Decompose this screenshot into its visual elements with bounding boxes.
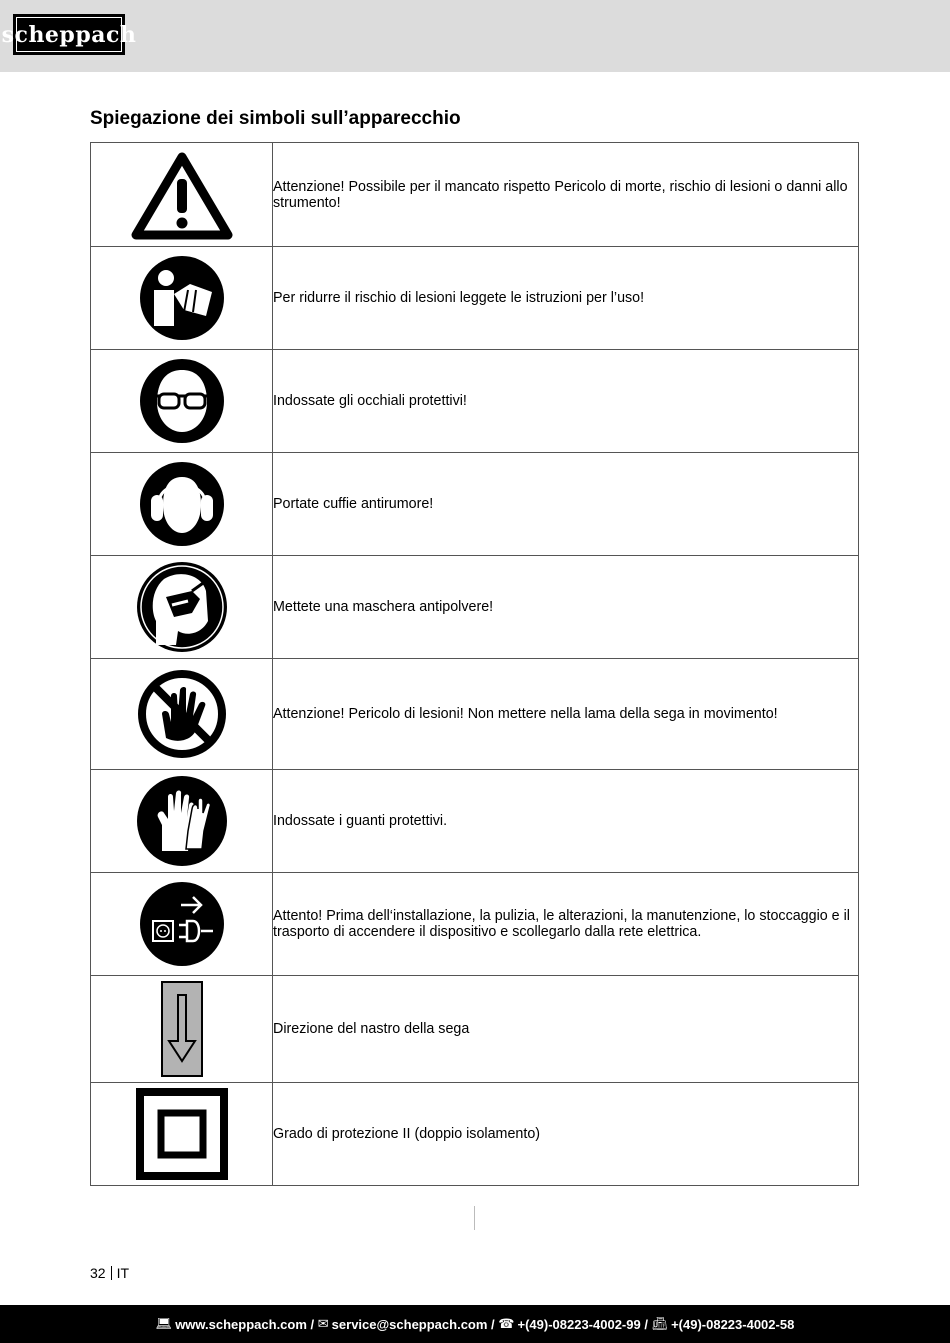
blade-direction-arrow-icon: [161, 981, 203, 1077]
header-band: [0, 0, 950, 72]
fax-icon: 📠︎: [651, 1316, 669, 1331]
table-row: [91, 143, 859, 247]
row-text: Indossate gli occhiali protettivi!: [273, 350, 859, 453]
table-row: [91, 1083, 859, 1186]
computer-icon: 💻︎: [155, 1316, 173, 1331]
double-insulation-icon: [136, 1088, 228, 1180]
table-row: [91, 247, 859, 350]
row-text: Portate cuffie antirumore!: [273, 453, 859, 556]
table-row: [91, 350, 859, 453]
website-link[interactable]: www.scheppach.com: [175, 1316, 307, 1332]
no-hand-icon: [136, 668, 228, 760]
fax-number: +(49)-08223-4002-58: [671, 1316, 795, 1332]
language-code: IT: [116, 1265, 130, 1281]
footer-divider: /: [640, 1316, 652, 1332]
table-row: [91, 659, 859, 770]
table-row: [91, 976, 859, 1083]
row-text: Indossate i guanti protettivi.: [273, 770, 859, 873]
phone-icon: ☎︎: [498, 1316, 515, 1331]
ear-protection-icon: [139, 461, 225, 547]
disconnect-plug-icon: [139, 881, 225, 967]
table-row: [91, 453, 859, 556]
symbols-table: [90, 142, 859, 1186]
row-text: Attenzione! Possibile per il mancato rispetto Pericolo di morte, rischio di lesioni o danni allo strumento!: [273, 143, 859, 247]
dust-mask-icon: [136, 561, 228, 653]
table-row: [91, 873, 859, 976]
protective-gloves-icon: [136, 775, 228, 867]
page-title: Spiegazione dei simboli sull’apparecchio: [90, 108, 461, 129]
row-text: Mettete una maschera antipolvere!: [273, 556, 859, 659]
row-text: Direzione del nastro della sega: [273, 976, 859, 1083]
divider: [111, 1266, 112, 1280]
row-text: Attento! Prima dell‘installazione, la pulizia, le alterazioni, la manutenzione, lo stoccaggio e il trasporto di accendere il dispositivo e scollegarlo dalla rete elettrica.: [273, 873, 859, 976]
row-text: Per ridurre il rischio di lesioni leggete le istruzioni per l’uso!: [273, 247, 859, 350]
table-row: [91, 556, 859, 659]
scheppach-logo: scheppach: [13, 14, 125, 55]
footer-divider: /: [487, 1316, 499, 1332]
table-row: [91, 770, 859, 873]
footer-divider: /: [306, 1316, 318, 1332]
row-text: Grado di protezione II (doppio isolamento): [273, 1083, 859, 1186]
email-link[interactable]: service@scheppach.com: [331, 1316, 488, 1332]
read-manual-icon: [138, 254, 226, 342]
row-text: Attenzione! Pericolo di lesioni! Non mettere nella lama della sega in movimento!: [273, 659, 859, 770]
contact-footer: [0, 1305, 950, 1343]
page-number: [90, 1265, 129, 1281]
page-separator: [474, 1206, 475, 1230]
mail-icon: ✉︎: [317, 1316, 329, 1331]
safety-goggles-icon: [139, 358, 225, 444]
warning-triangle-icon: [130, 149, 234, 241]
phone-number: +(49)-08223-4002-99: [517, 1316, 641, 1332]
page-number-value: 32: [90, 1265, 106, 1281]
